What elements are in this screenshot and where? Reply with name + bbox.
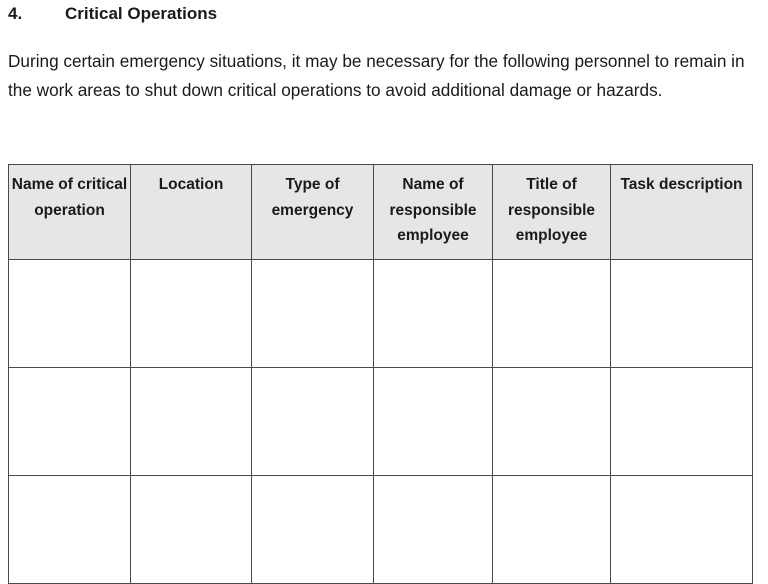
cell-critical-operation[interactable] bbox=[9, 368, 131, 476]
table-row bbox=[9, 368, 753, 476]
cell-type-of-emergency[interactable] bbox=[252, 260, 374, 368]
cell-task-description[interactable] bbox=[611, 260, 753, 368]
cell-responsible-title[interactable] bbox=[493, 476, 611, 584]
header-name-of-critical-operation: Name of critical operation bbox=[9, 165, 131, 260]
section-heading bbox=[8, 4, 217, 24]
cell-responsible-name[interactable] bbox=[374, 368, 493, 476]
header-type-of-emergency: Type of emergency bbox=[252, 165, 374, 260]
cell-responsible-title[interactable] bbox=[493, 368, 611, 476]
cell-responsible-name[interactable] bbox=[374, 260, 493, 368]
cell-critical-operation[interactable] bbox=[9, 260, 131, 368]
cell-location[interactable] bbox=[131, 368, 252, 476]
table-row bbox=[9, 260, 753, 368]
intro-paragraph: During certain emergency situations, it may be necessary for the following personnel to remain in the work areas to shut down critical operations to avoid additional damage or hazards. bbox=[8, 51, 745, 100]
cell-responsible-name[interactable] bbox=[374, 476, 493, 584]
section-title: Critical Operations bbox=[65, 4, 218, 23]
cell-task-description[interactable] bbox=[611, 368, 753, 476]
critical-operations-table bbox=[8, 164, 753, 584]
cell-type-of-emergency[interactable] bbox=[252, 476, 374, 584]
cell-location[interactable] bbox=[131, 476, 252, 584]
header-title-of-responsible-employee: Title of responsible employee bbox=[493, 165, 611, 260]
header-location: Location bbox=[131, 165, 252, 260]
cell-task-description[interactable] bbox=[611, 476, 753, 584]
header-task-description: Task description bbox=[611, 165, 753, 260]
header-name-of-responsible-employee: Name of responsible employee bbox=[374, 165, 493, 260]
section-number: 4. bbox=[8, 4, 23, 23]
table-row bbox=[9, 476, 753, 584]
cell-type-of-emergency[interactable] bbox=[252, 368, 374, 476]
cell-location[interactable] bbox=[131, 260, 252, 368]
cell-critical-operation[interactable] bbox=[9, 476, 131, 584]
table-header-row bbox=[9, 165, 753, 260]
cell-responsible-title[interactable] bbox=[493, 260, 611, 368]
